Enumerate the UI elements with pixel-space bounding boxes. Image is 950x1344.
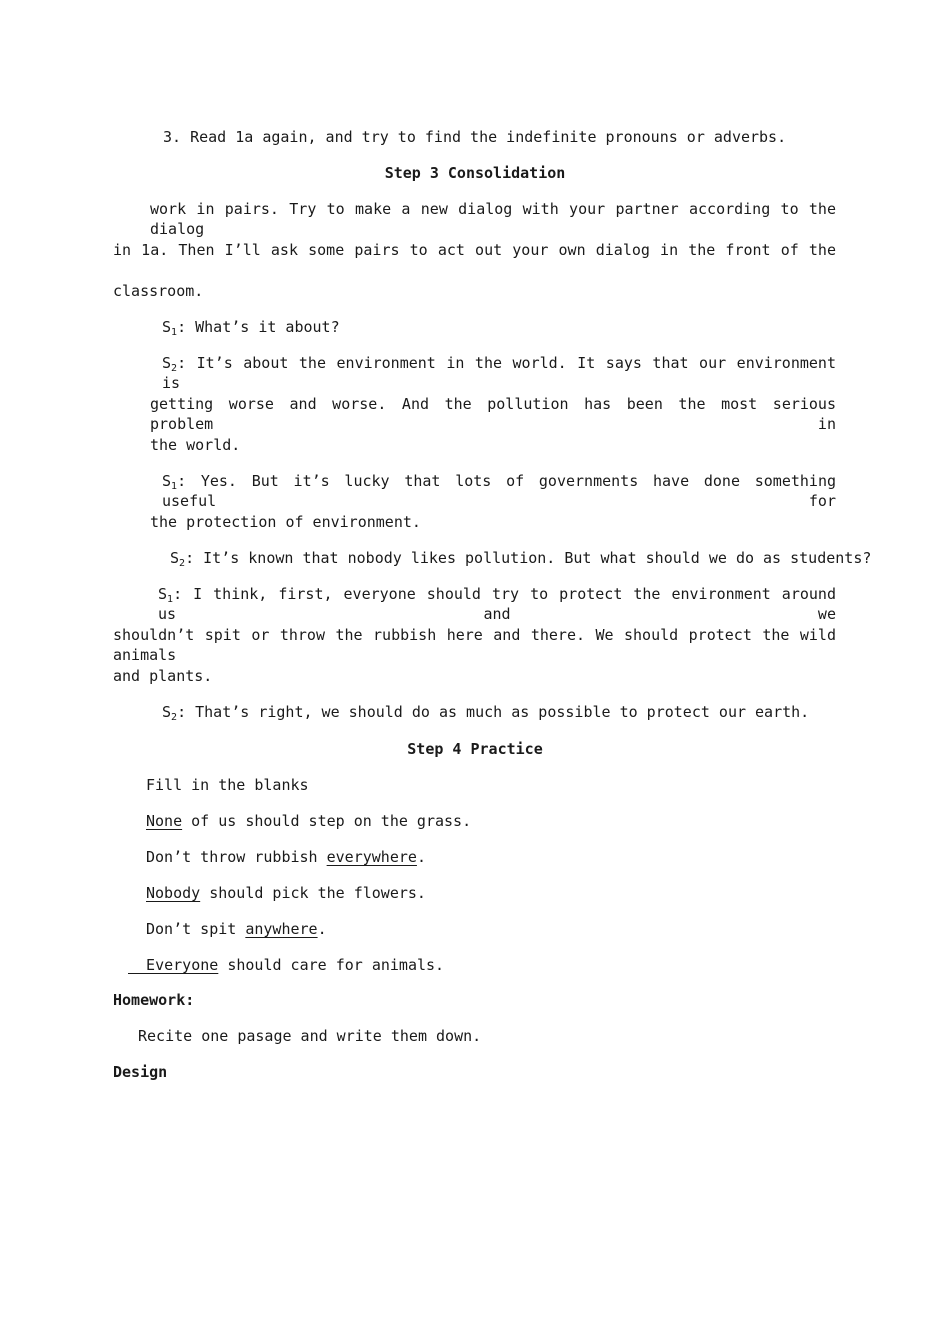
speaker-subscript: 1 [171, 327, 178, 338]
dialog-line-3b: the protection of environment. [150, 513, 421, 531]
speaker-label: S [170, 549, 180, 567]
answer-blank: None [146, 812, 183, 830]
dialog-line-5c: and plants. [113, 667, 213, 685]
sentence-text: . [317, 920, 327, 938]
speaker-label: S [162, 318, 172, 336]
step4-instruction: Fill in the blanks [146, 776, 309, 794]
dialog-line-6 [162, 702, 809, 722]
answer-blank: everywhere [326, 848, 417, 866]
sentence-text: Don’t throw rubbish [146, 848, 327, 866]
dialog-line-2c: the world. [150, 436, 241, 454]
practice-sentence-5 [128, 955, 444, 975]
speaker-subscript: 2 [171, 712, 178, 723]
answer-blank: Everyone [128, 956, 219, 974]
design-label: Design [113, 1063, 168, 1081]
speaker-subscript: 1 [171, 481, 178, 492]
dialog-line-4 [170, 548, 871, 568]
speaker-subscript: 1 [167, 594, 174, 605]
dialog-text: : What’s it about? [177, 318, 340, 336]
practice-sentence-4 [146, 919, 327, 939]
speaker-label: S [162, 472, 172, 490]
step3-intro-line-3: classroom. [113, 282, 204, 300]
speaker-subscript: 2 [171, 363, 178, 374]
dialog-line-5a [158, 584, 836, 624]
sentence-text: Don’t spit [146, 920, 246, 938]
step3-heading: Step 3 Consolidation [384, 164, 566, 182]
dialog-text: : That’s right, we should do as much as possible to protect our earth. [177, 703, 810, 721]
homework-text: Recite one pasage and write them down. [138, 1027, 482, 1045]
step3-intro-line-1: work in pairs. Try to make a new dialog with your partner according to the dialog [150, 200, 836, 238]
sentence-text: of us should step on the grass. [182, 812, 472, 830]
practice-sentence-2 [146, 847, 426, 867]
practice-sentence-3 [146, 883, 426, 903]
step4-heading: Step 4 Practice [407, 740, 543, 758]
speaker-label: S [158, 585, 168, 603]
dialog-text: : It’s known that nobody likes pollution. But what should we do as students? [185, 549, 872, 567]
sentence-text: should care for animals. [218, 956, 445, 974]
dialog-line-2a [162, 353, 836, 393]
dialog-text: : It’s about the environment in the world. It says that our environment is [162, 354, 836, 392]
speaker-subscript: 2 [179, 558, 186, 569]
step3-intro-line-2: in 1a. Then I’ll ask some pairs to act out your own dialog in the front of the [113, 241, 836, 259]
dialog-line-5b: shouldn’t spit or throw the rubbish here and there. We should protect the wild animals [113, 626, 836, 664]
dialog-line-2b: getting worse and worse. And the pollution has been the most serious problem in [150, 395, 836, 433]
answer-blank: Nobody [146, 884, 201, 902]
answer-blank: anywhere [245, 920, 318, 938]
dialog-text: : I think, first, everyone should try to protect the environment around us and we [158, 585, 836, 623]
dialog-line-3a [162, 471, 836, 511]
sentence-text: . [416, 848, 426, 866]
step2-item-3: 3. Read 1a again, and try to find the indefinite pronouns or adverbs. [163, 128, 787, 146]
practice-sentence-1 [146, 811, 471, 831]
sentence-text: should pick the flowers. [200, 884, 426, 902]
speaker-label: S [162, 354, 172, 372]
dialog-text: : Yes. But it’s lucky that lots of governments have done something useful for [162, 472, 836, 510]
dialog-line-1 [162, 317, 340, 337]
homework-label: Homework: [113, 991, 195, 1009]
speaker-label: S [162, 703, 172, 721]
